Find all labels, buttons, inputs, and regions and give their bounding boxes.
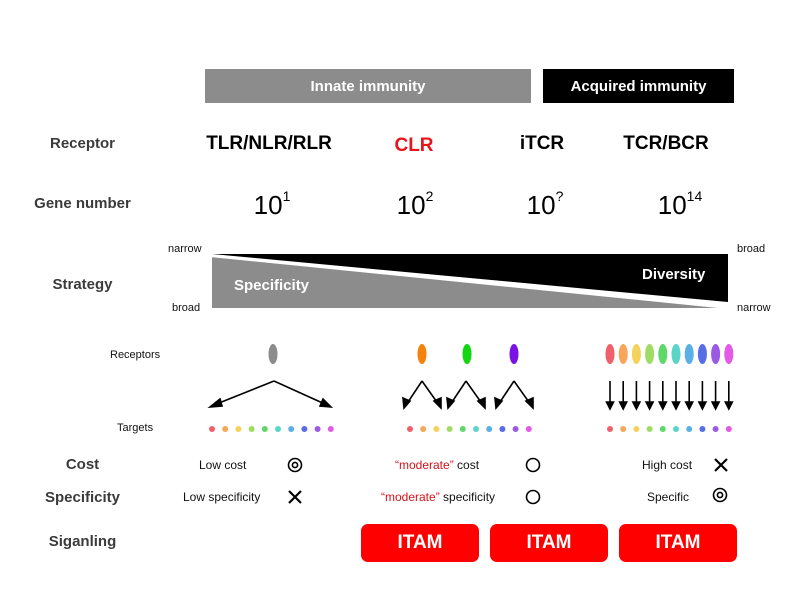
target-dot — [499, 426, 505, 432]
low-cost-double-circle-icon — [289, 459, 302, 472]
specificity-low-text: Low specificity — [183, 490, 261, 504]
down-arrow-head — [620, 402, 627, 409]
receptor-ellipse — [685, 344, 694, 364]
acquired-immunity-label: Acquired immunity — [570, 77, 707, 95]
receptor-tlr-nlr-rlr: TLR/NLR/RLR — [206, 133, 332, 154]
strategy-broad-right: broad — [737, 243, 766, 255]
target-dot — [620, 426, 626, 432]
target-dot — [209, 426, 215, 432]
innate-immunity-label: Innate immunity — [310, 77, 426, 95]
target-dot — [262, 426, 268, 432]
receptor-ellipse — [619, 344, 628, 364]
receptor-ellipse — [269, 344, 278, 364]
receptor-ellipse — [606, 344, 615, 364]
down-arrow-head — [712, 402, 719, 409]
strategy-broad-left: broad — [172, 302, 201, 314]
target-dot — [407, 426, 413, 432]
target-dot — [686, 426, 692, 432]
target-dot — [420, 426, 426, 432]
moderate-specificity-circle-icon — [527, 491, 540, 504]
target-dot — [328, 426, 334, 432]
down-arrow-head — [659, 402, 666, 409]
target-dot — [460, 426, 466, 432]
target-dot — [633, 426, 639, 432]
gene-base: 10 — [657, 190, 687, 220]
target-dot — [235, 426, 241, 432]
targets-label: Targets — [117, 422, 154, 434]
specificity-moderate-text — [381, 490, 495, 504]
down-arrow-head — [646, 402, 653, 409]
target-dot — [447, 426, 453, 432]
target-dot — [660, 426, 666, 432]
receptor-ellipse — [418, 344, 427, 364]
receptors-label: Receptors — [110, 349, 161, 361]
specificity-moderate-rest: specificity — [439, 490, 496, 504]
itam-label: ITAM — [526, 532, 572, 553]
target-dot — [433, 426, 439, 432]
itam-label: ITAM — [655, 532, 701, 553]
receptor-tcr-bcr: TCR/BCR — [623, 133, 709, 154]
receptor-ellipse — [632, 344, 641, 364]
target-dot — [249, 426, 255, 432]
receptor-ellipses — [269, 344, 734, 364]
target-dot — [513, 426, 519, 432]
itam-box-clr — [361, 524, 479, 562]
strategy-narrow-right: narrow — [737, 302, 771, 314]
target-dot — [222, 426, 228, 432]
down-arrow-head — [633, 402, 640, 409]
down-arrow-head — [673, 402, 680, 409]
row-label-gene-number: Gene number — [34, 195, 131, 212]
target-dot — [486, 426, 492, 432]
gene-exponent: 1 — [282, 188, 291, 204]
innate-arrows — [210, 381, 331, 407]
moderate-quote: “moderate” — [381, 490, 440, 504]
low-specificity-cross-icon — [289, 491, 301, 503]
receptor-ellipse — [510, 344, 519, 364]
receptor-ellipse — [463, 344, 472, 364]
gene-exponent: 14 — [686, 188, 703, 204]
target-dot — [526, 426, 532, 432]
receptor-ellipse — [698, 344, 707, 364]
row-label-cost: Cost — [65, 456, 100, 473]
receptor-ellipse — [711, 344, 720, 364]
cost-moderate-text — [395, 458, 479, 472]
target-dot — [288, 426, 294, 432]
receptor-clr: CLR — [394, 135, 434, 156]
target-dot — [673, 426, 679, 432]
row-label-strategy: Strategy — [52, 276, 113, 293]
itam-label: ITAM — [397, 532, 443, 553]
target-dot — [607, 426, 613, 432]
gene-base: 10 — [253, 190, 283, 220]
itam-box-tcr-bcr — [619, 524, 737, 562]
target-dot — [699, 426, 705, 432]
receptor-itcr: iTCR — [519, 133, 565, 154]
receptor-ellipse — [658, 344, 667, 364]
itam-box-itcr — [490, 524, 608, 562]
cost-moderate-rest: cost — [453, 458, 480, 472]
specific-double-circle-icon — [714, 489, 727, 502]
strategy-narrow-left: narrow — [168, 243, 202, 255]
clr-arrows — [403, 381, 533, 408]
target-dot — [647, 426, 653, 432]
cost-high-text: High cost — [642, 458, 693, 472]
down-arrow-head — [699, 402, 706, 409]
target-dot — [713, 426, 719, 432]
specificity-specific-text: Specific — [647, 490, 690, 504]
gene-base: 10 — [526, 190, 556, 220]
moderate-quote: “moderate” — [395, 458, 454, 472]
receptor-ellipse — [724, 344, 733, 364]
down-arrow-head — [725, 402, 732, 409]
high-cost-cross-icon — [715, 459, 727, 471]
target-dot — [726, 426, 732, 432]
cost-low-text: Low cost — [199, 458, 247, 472]
acquired-arrows — [607, 381, 733, 409]
down-arrow-head — [686, 402, 693, 409]
row-label-specificity: Specificity — [44, 489, 121, 506]
moderate-cost-circle-icon — [527, 459, 540, 472]
gene-exponent: ? — [555, 188, 564, 204]
target-dots — [209, 426, 732, 432]
row-label-signaling: Siganling — [48, 533, 117, 550]
receptor-ellipse — [672, 344, 681, 364]
diversity-wedge-label: Diversity — [642, 266, 706, 283]
target-dot — [301, 426, 307, 432]
gene-base: 10 — [396, 190, 426, 220]
target-dot — [315, 426, 321, 432]
specificity-wedge-label: Specificity — [234, 277, 310, 294]
gene-exponent: 2 — [425, 188, 434, 204]
row-label-receptor: Receptor — [49, 135, 116, 152]
target-dot — [275, 426, 281, 432]
target-dot — [473, 426, 479, 432]
receptor-ellipse — [645, 344, 654, 364]
down-arrow-head — [607, 402, 614, 409]
